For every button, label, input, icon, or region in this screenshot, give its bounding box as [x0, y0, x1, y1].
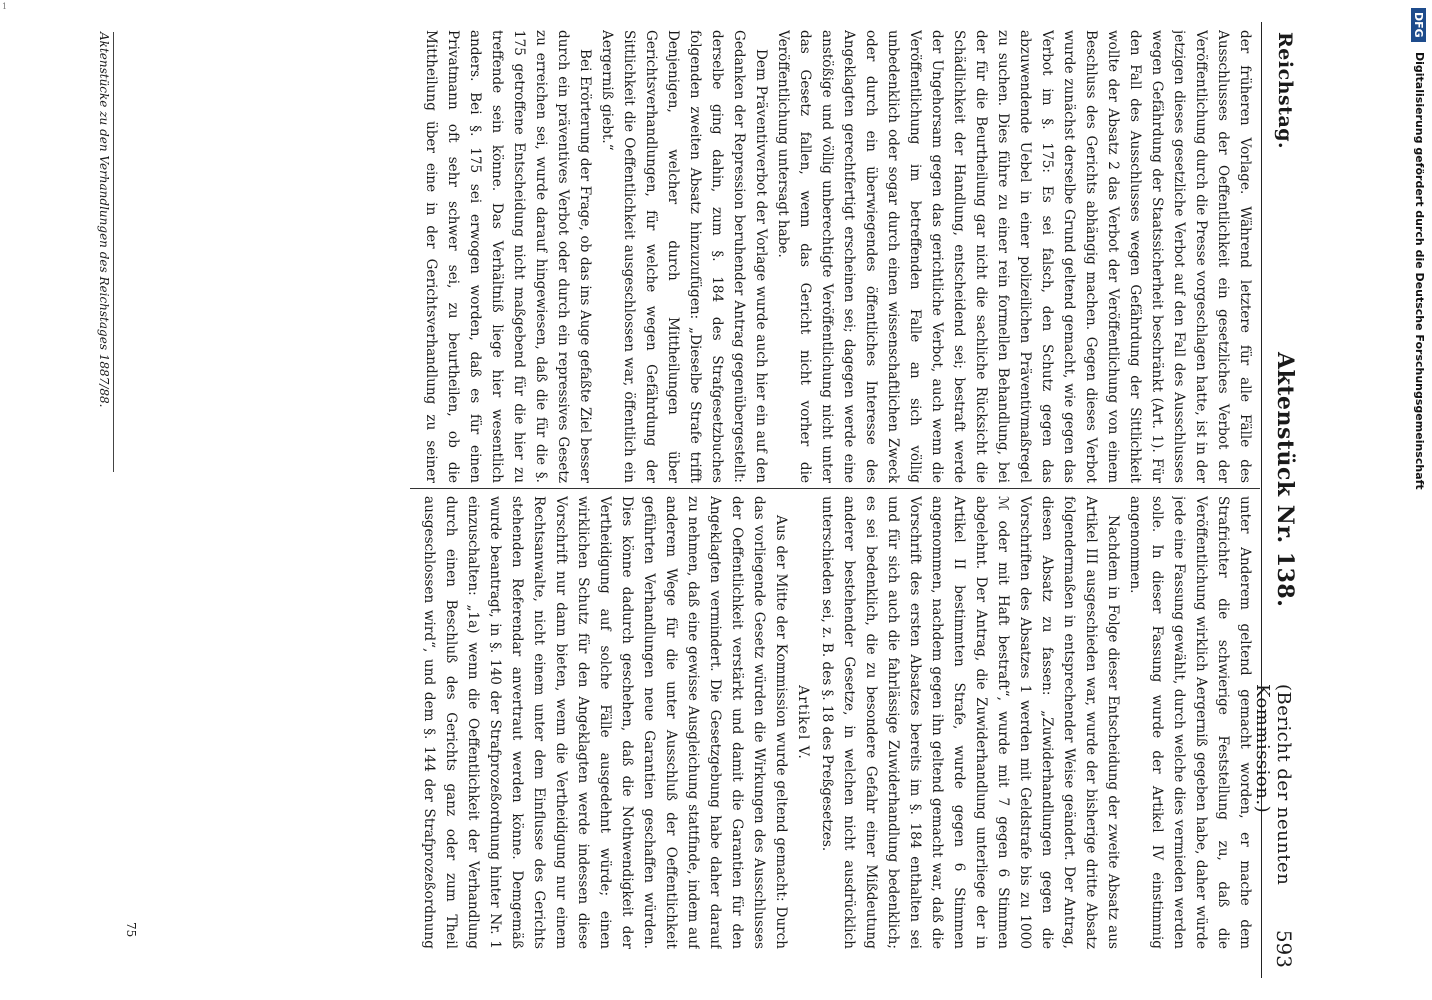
- footer-note: Aktenstücke zu den Verhandlungen des Reichstages 1887/88.: [97, 32, 114, 472]
- rotated-page-content: [78, 22, 1318, 978]
- paragraph: Aus der Mitte der Kommission wurde geltend gemacht: Durch das vorliegende Gesetz würden die Wirkungen des Ausschlusses der Oeffentlichkeit verstärkt und damit die Garantien für den Angeklagten vermindert. Die Gesetzgebung habe daher darauf zu nehmen, daß eine gewisse Ausgleichung stattfinde, indem auf anderem Wege für die unter Ausschluß der Oeffentlichkeit geführten Verhandlungen neue Garantien geschaffen würden. Dies könne dadurch geschehen, daß die Nothwendigkeit der Vertheidigung auf solche Fälle ausgedehnt würde; einen wirklichen Schutz für den Angeklagten werde indessen diese Vorschrift nur dann bieten, wenn die Vertheidigung nur einem Rechtsanwalte, nicht einem unter dem Einflusse des Gerichts stehenden Referendar anvertraut werden könne. Demgemäß wurde beantragt, in §. 140 der Strafprozeßordnung hinter Nr. 1 einzuschalten: „1a) wenn die Oeffentlichkeit der Verhandlung durch einen Beschluß des Gerichts ganz oder zum Theil ausgeschlossen wird“, und dem §. 144 der Strafprozeßordnung: [421, 496, 789, 949]
- column-right: [416, 496, 1256, 949]
- header-right: (Bericht der neunten Kommission.): [1252, 684, 1294, 886]
- paragraph: unter Anderem geltend gemacht worden, er mache dem Strafrichter die schwierige Feststellung zu, daß die Veröffentlichung wirklich Aergerniß gegeben habe, daher würde jede eine Fassung gewählt, durch welche dies vermieden werden solle. In dieser Fassung wurde der Artikel IV einstimmig angenommen.: [1127, 496, 1253, 949]
- header-document-number: Aktenstück Nr. 138.: [1272, 352, 1298, 608]
- paragraph: Nachdem in Folge dieser Entscheidung der zweite Absatz aus Artikel III ausgeschieden war, wurde der bisherige dritte Absatz folgendermaßen in entsprechender Weise geändert. Der Antrag, diesen Absatz zu fassen: „Zuwiderhandlungen gegen die Vorschriften des Absatzes 1 werden mit Geldstrafe bis zu 1000 ℳ oder mit Haft bestraft“, wurde mit 7 gegen 6 Stimmen abgelehnt. Der Antrag, die Zuwiderhandlung unterliege der in Artikel II bestimmten Strafe, wurde gegen 6 Stimmen angenommen, nachdem gegen ihn geltend gemacht war, daß die Vorschrift des ersten Absatzes bereits im §. 184 enthalten sei und für sich auch die fahrlässige Zuwiderhandlung bedenklich; es sei bedenklich, die zu besondere Gefahr einer Mißdeutung anderer bestehender Gesetze, in welchen nicht ausdrücklich unterschieden sei, z. B. des §. 18 des Preßgesetzes.: [819, 496, 1121, 949]
- dfg-credit-text: Digitalisierung gefördert durch die Deutsche Forschungsgemeinschaft: [1413, 52, 1426, 490]
- paragraph: Bei Erörterung der Frage, ob das ins Auge gefaßte Ziel besser durch ein präventives Verbot oder durch ein repressives Gesetz zu erreichen sei, wurde darauf hingewiesen, daß die für die §. 175 getroffene Entscheidung nicht maßgebend für die hier zu treffende sein könne. Das Verhältniß liege hier wesentlich anders. Bei §. 175 sei erwogen worden, daß es für einen Privatmann oft sehr schwer sei, zu beurtheilen, ob die Mittheilung über eine in der Gerichtsverhandlung zu seiner: [423, 30, 593, 483]
- column-divider: [410, 488, 1260, 489]
- corner-mark: 1: [2, 2, 8, 11]
- dfg-watermark: [1404, 8, 1432, 998]
- running-header: [1252, 22, 1318, 978]
- paragraph: Dem Präventivverbot der Vorlage wurde auch hier ein auf den Gedanken der Repression beruhender Antrag gegenübergestellt: derselbe ging dahin, zum §. 184 des Strafgesetzbuches folgenden zweiten Absatz hinzuzufügen: „Dieselbe Strafe trifft Denjenigen, welcher durch Mittheilungen über Gerichtsverhandlungen, für welche wegen Gefährdung der Sittlichkeit die Oeffentlichkeit ausgeschlossen war, öffentlich ein Aergerniß giebt.“: [599, 30, 769, 483]
- signature-mark: 75: [124, 922, 138, 938]
- column-left: [416, 30, 1256, 483]
- dfg-logo: DFG: [1411, 8, 1426, 42]
- header-left: Reichstag.: [1274, 32, 1296, 150]
- article-heading: Artikel V.: [795, 685, 811, 760]
- page-number: 593: [1272, 929, 1296, 968]
- paragraph: der früheren Vorlage. Während letztere für alle Fälle des Ausschlusses der Oeffentlichkeit ein gesetzliches Verbot der Veröffentlichung durch die Presse vorgeschlagen hatte, ist in der jetzigen dieses gesetzliche Verbot auf den Fall des Ausschlusses wegen Gefährdung der Staatssicherheit beschränkt (Art. 1). Für den Fall des Ausschlusses wegen Gefährdung der Sittlichkeit wollte der Absatz 2 das Verbot der Veröffentlichung von einem Beschluss des Gerichts abhängig machen. Gegen dieses Verbot wurde zunächst derselbe Grund geltend gemacht, wie gegen das Verbot im §. 175: Es sei falsch, den Schutz gegen das abzuwendende Uebel in einer polizeilichen Präventivmaßregel zu suchen. Dies führe zu einer rein formellen Behandlung, bei der für die Beurtheilung gar nicht die sachliche Rücksicht die Schädlichkeit der Handlung, entscheidend sei; bestraft werde der Ungehorsam gegen das gerichtliche Verbot, auch wenn die Veröffentlichung im betreffenden Falle an sich völlig unbedenklich oder sogar durch einen wissenschaftlichen Zweck oder durch ein überwiegendes öffentliches Interesse des Angeklagten gerechtfertigt erscheinen sei; dagegen werde eine anstößige und völlig unberechtigte Veröffentlichung nicht unter das Gesetz fallen, wenn das Gericht nicht vorher die Veröffentlichung untersagt habe.: [775, 30, 1253, 483]
